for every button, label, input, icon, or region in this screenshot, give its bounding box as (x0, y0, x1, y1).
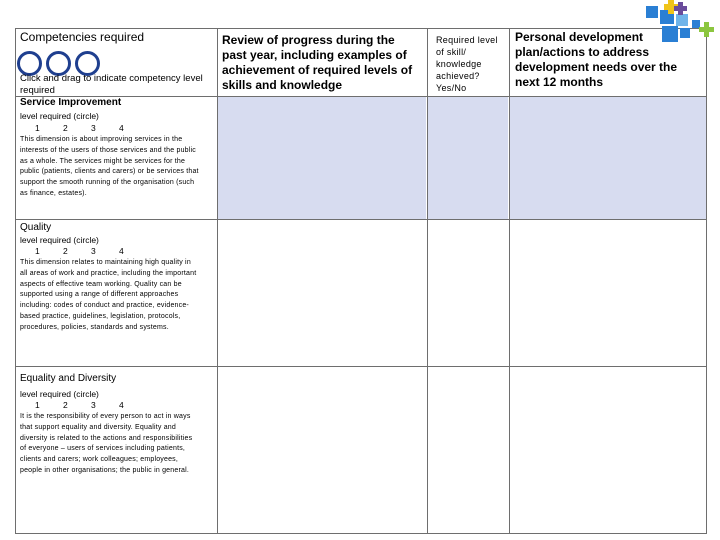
level-number[interactable]: 4 (119, 400, 124, 410)
row-title-quality: Quality (20, 222, 52, 233)
table-col-divider-2 (427, 28, 428, 534)
level-number[interactable]: 4 (119, 246, 124, 256)
table-border-left (15, 28, 16, 534)
table-rule-row1 (15, 219, 707, 220)
level-number[interactable]: 1 (35, 246, 40, 256)
level-numbers (35, 123, 147, 133)
row-description: It is the responsibility of every person to act in ways that support equality and diversity. Equality and diversity is related to the actions and responsibilities of everyone – users of services including patients, clients and carers; work colleagues; employees, people in other organisations; the public in general. (20, 413, 193, 474)
level-number[interactable]: 2 (63, 400, 68, 410)
level-numbers (35, 400, 147, 410)
drag-instruction: Click and drag to indicate competency level required (20, 73, 203, 96)
level-number[interactable]: 3 (91, 123, 96, 133)
table-border-bottom (15, 533, 707, 534)
level-number[interactable]: 4 (119, 123, 124, 133)
review-cell-row1[interactable] (218, 97, 426, 219)
row-title-equality-diversity: Equality and Diversity (20, 373, 117, 384)
review-heading: Review of progress during the past year, including examples of achievement of required levels of skills and knowledge (222, 33, 413, 92)
level-number[interactable]: 1 (35, 400, 40, 410)
table-rule-row2 (15, 366, 707, 367)
level-number[interactable]: 3 (91, 400, 96, 410)
level-number[interactable]: 1 (35, 123, 40, 133)
table-col-divider-3 (509, 28, 510, 534)
competencies-heading: Competencies required (20, 30, 145, 44)
level-numbers (35, 246, 147, 256)
table-col-divider-1 (217, 28, 218, 534)
level-number[interactable]: 2 (63, 123, 68, 133)
development-plan-heading: Personal development plan/actions to address development needs over the next 12 months (515, 30, 678, 89)
table-border-top (15, 28, 707, 29)
row-title-service-improvement: Service Improvement (20, 97, 122, 108)
puzzle-plus-logo-icon (640, 0, 720, 50)
level-number[interactable]: 2 (63, 246, 68, 256)
level-number[interactable]: 3 (91, 246, 96, 256)
row-description: This dimension relates to maintaining high quality in all areas of work and practice, including the important aspects of effective team working. Quality can be supported using a range of different approaches including: codes of conduct and practice, evidence-based practice, guidelines, legislation, protocols, procedures, policies, standards and systems. (20, 259, 197, 331)
table-border-right (706, 28, 707, 534)
level-label: level required (circle) (20, 235, 99, 245)
achieved-cell-row1[interactable] (428, 97, 508, 219)
level-label: level required (circle) (20, 389, 99, 399)
plan-cell-row1[interactable] (510, 97, 706, 219)
row-description: This dimension is about improving services in the interests of the users of those services and the public as a whole. The services might be services for the public (patients, clients and carers) or be services that support the smooth running of the organisation (such as finance, estates). (20, 136, 199, 197)
required-level-heading: Required level of skill/ knowledge achieved? Yes/No (436, 35, 498, 93)
level-label: level required (circle) (20, 111, 99, 121)
